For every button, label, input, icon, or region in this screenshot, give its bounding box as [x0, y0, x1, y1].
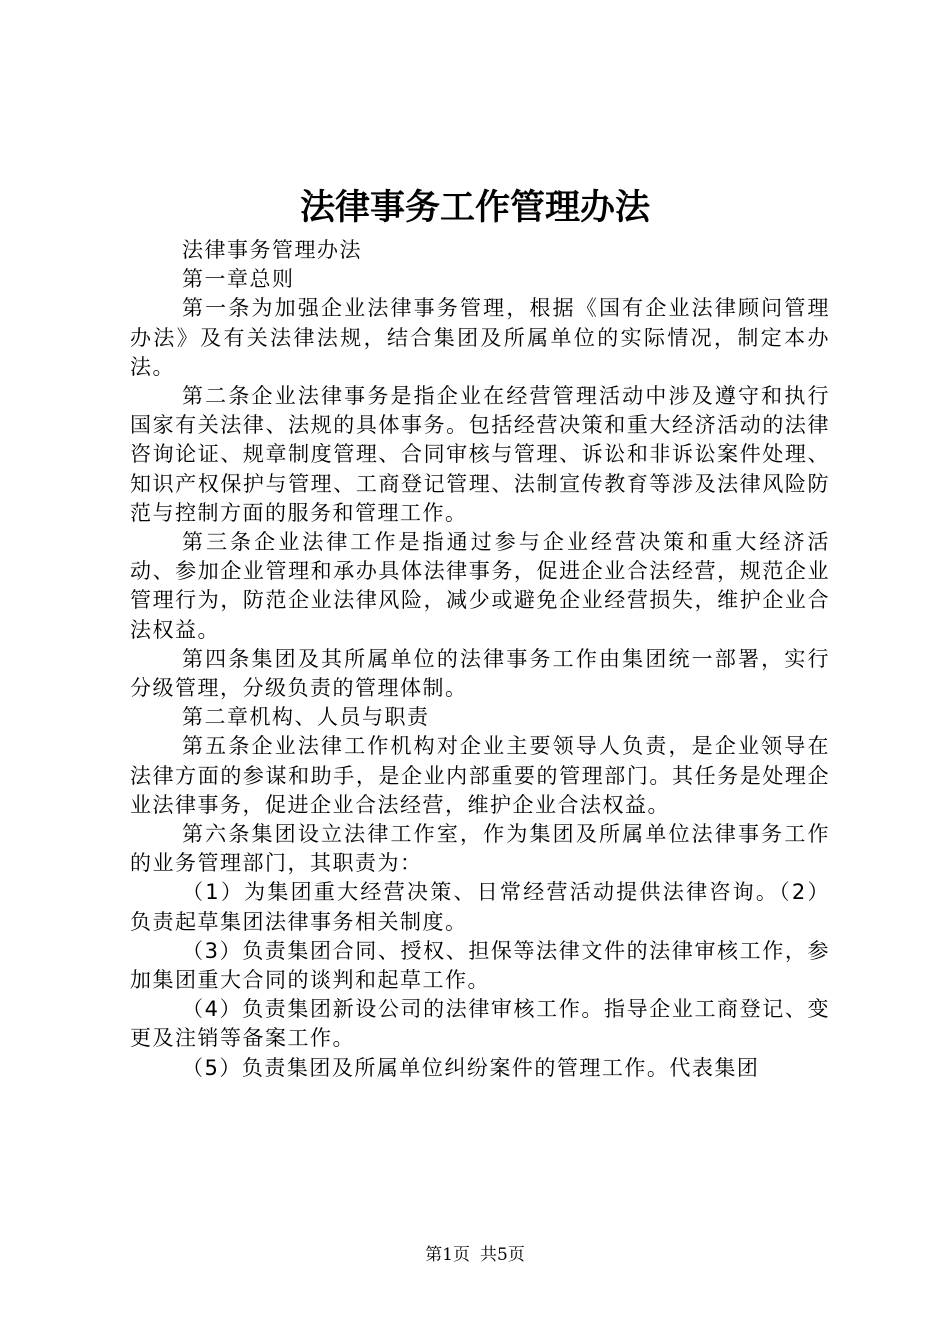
article-paragraph: 第五条企业法律工作机构对企业主要领导人负责，是企业领导在法律方面的参谋和助手，是企业内部重要的管理部门。其任务是处理企业法律事务，促进企业合法经营，维护企业合法权益。: [130, 734, 830, 817]
article-paragraph: 第二条企业法律事务是指企业在经营管理活动中涉及遵守和执行国家有关法律、法规的具体事务。包括经营决策和重大经济活动的法律咨询论证、规章制度管理、合同审核与管理、诉讼和非诉讼案件处理、知识产权保护与管理、工商登记管理、法制宣传教育等涉及法律风险防范与控制方面的服务和管理工作。: [130, 384, 830, 525]
duty-paragraph: （5）负责集团及所属单位纠纷案件的管理工作。代表集团: [182, 1055, 760, 1080]
article-paragraph: 第四条集团及其所属单位的法律事务工作由集团统一部署，实行分级管理，分级负责的管理体制。: [130, 646, 830, 701]
subtitle-paragraph: 法律事务管理办法: [182, 238, 362, 262]
page-total: 共5页: [480, 1245, 525, 1265]
chapter-heading: 第二章机构、人员与职责: [182, 705, 430, 730]
article-paragraph: 第三条企业法律工作是指通过参与企业经营决策和重大经济活动、参加企业管理和承办具体法律事务，促进企业合法经营，规范企业管理行为，防范企业法律风险，减少或避免企业经营损失，维护企业合法权益。: [130, 530, 830, 642]
article-paragraph: 第一条为加强企业法律事务管理，根据《国有企业法律顾问管理办法》及有关法律法规，结合集团及所属单位的实际情况，制定本办法。: [130, 296, 830, 379]
article-paragraph: 第六条集团设立法律工作室，作为集团及所属单位法律事务工作的业务管理部门，其职责为：: [130, 822, 830, 876]
document-title: 法律事务工作管理办法: [299, 187, 650, 228]
duty-paragraph: （3）负责集团合同、授权、担保等法律文件的法律审核工作，参加集团重大合同的谈判和起草工作。: [130, 938, 830, 993]
chapter-heading: 第一章总则: [182, 267, 295, 292]
page-number: 第1页: [425, 1245, 470, 1265]
duty-paragraph: （4）负责集团新设公司的法律审核工作。指导企业工商登记、变更及注销等备案工作。: [130, 997, 830, 1051]
duty-paragraph: （1）为集团重大经营决策、日常经营活动提供法律咨询。（2）负责起草集团法律事务相关制度。: [130, 880, 830, 934]
page-footer: [0, 1243, 950, 1267]
document-body: [130, 236, 830, 1083]
